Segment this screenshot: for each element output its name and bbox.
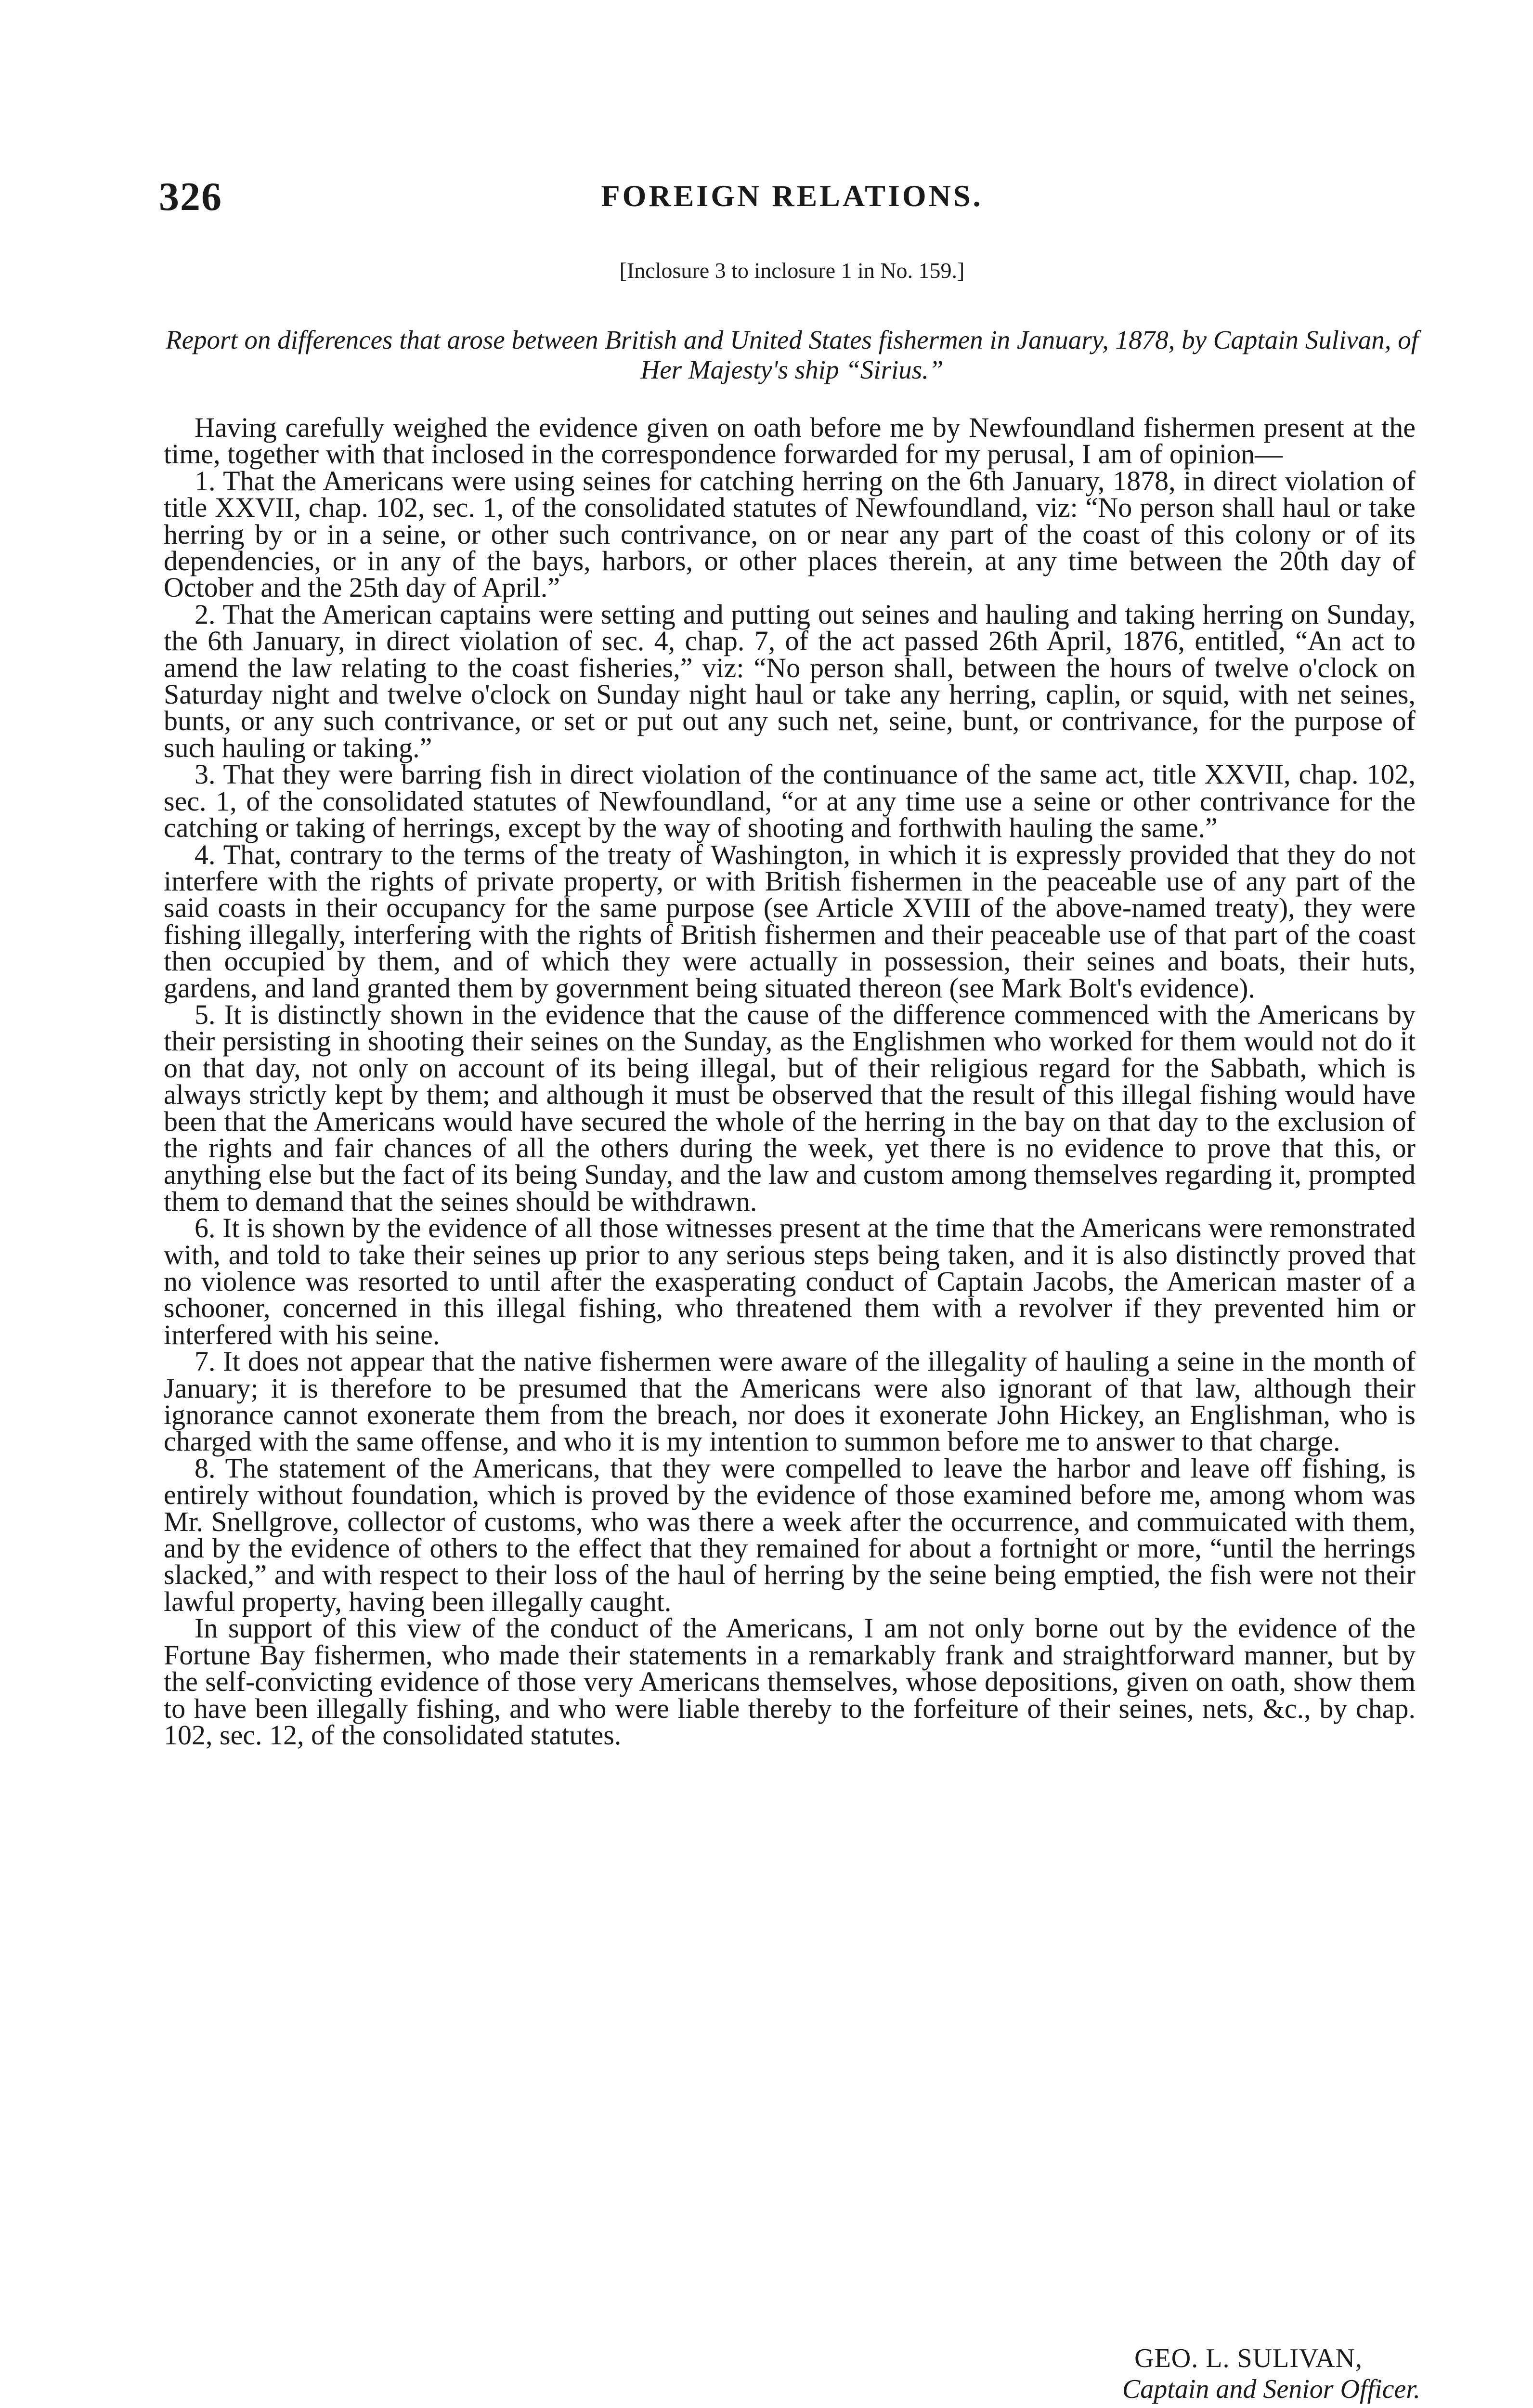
inclosure-note: [Inclosure 3 to inclosure 1 in No. 159.] — [619, 258, 965, 283]
page-number: 326 — [159, 174, 222, 219]
paragraph-point-1: 1. That the Americans were using seines for catching herring on the 6th January, 1878, in direct violation of title XXVII, chap. 102, sec. 1, of the consolidated statutes of Newfoundland, viz: “No person shall haul or take herring by or in a seine, or other such contrivance, on or near any part of the coast of this colony or of its dependencies, or in any of the bays, harbors, or other places therein, at any time between the 20th day of October and the 25th day of April.” — [164, 465, 1416, 603]
signature-name: GEO. L. SULIVAN, — [1134, 2343, 1363, 2373]
signature-title: Captain and Senior Officer. — [1122, 2374, 1420, 2404]
paragraph-intro: Having carefully weighed the evidence given on oath before me by Newfoundland fishermen present at the time, together with that inclosed in the correspondence forwarded for my perusal, I am of opinion— — [164, 412, 1416, 470]
page-header — [159, 173, 1425, 226]
paragraph-point-2: 2. That the American captains were setting and putting out seines and hauling and taking herring on Sunday, the 6th January, in direct violation of sec. 4, chap. 7, of the act passed 26th April, 1876, entitled, “An act to amend the law relating to the coast fisheries,” viz: “No person shall, between the hours of twelve o'clock on Saturday night and twelve o'clock on Sunday night haul or take any herring, caplin, or squid, with net seines, bunts, or any such contrivance, or set or put out any such net, seine, bunt, or contrivance, for the purpose of such hauling or taking.” — [164, 598, 1416, 763]
paragraph-conclusion: In support of this view of the conduct of the Americans, I am not only borne out by the evidence of the Fortune Bay fishermen, who made their statements in a remarkably frank and straightforward manner, but by the self-convicting evidence of those very Americans themselves, whose depositions, given on oath, show them to have been illegally fishing, and who were liable thereby to the forfeiture of their seines, nets, &c., by chap. 102, sec. 12, of the consolidated statutes. — [164, 1612, 1416, 1751]
report-body — [164, 412, 1416, 1751]
signature-block — [867, 2343, 1420, 2405]
paragraph-point-4: 4. That, contrary to the terms of the treaty of Washington, in which it is expressly provided that they do not interfere with the rights of private property, or with British fishermen in the peaceable use of any part of the said coasts in their occupancy for the same purpose (see Article XVIII of the above-named treaty), they were fishing illegally, interfering with the rights of British fishermen and their peaceable use of that part of the coast then occupied by them, and of which they were actually in possession, their seines and boats, their huts, gardens, and land granted them by government being situated thereon (see Mark Bolt's evidence). — [164, 838, 1416, 1004]
paragraph-point-8: 8. The statement of the Americans, that they were compelled to leave the harbor and leave off fishing, is entirely without foundation, which is proved by the evidence of those examined before me, among whom was Mr. Snellgrove, collector of customs, who was there a week after the occurrence, and commuicated with them, and by the evidence of others to the effect that they remained for about a fortnight or more, “until the herrings slacked,” and with respect to their loss of the haul of herring by the seine being emptied, the fish were not their lawful property, having been illegally caught. — [164, 1452, 1416, 1617]
report-title: Report on differences that arose between British and United States fishermen in January, 1878, by Captain Sulivan, of Her Majesty's ship “Sirius.” — [166, 325, 1418, 384]
paragraph-point-3: 3. That they were barring fish in direct violation of the continuance of the same act, title XXVII, chap. 102, sec. 1, of the consolidated statutes of Newfoundland, “or at any time use a seine or other contrivance for the catching or taking of herrings, except by the way of shooting and forthwith hauling the same.” — [164, 759, 1416, 844]
paragraph-point-5: 5. It is distinctly shown in the evidence that the cause of the difference commenced with the Americans by their persisting in shooting their seines on the Sunday, as the Englishmen who worked for them would not do it on that day, not only on account of its being illegal, but of their religious regard for the Sabbath, which is always strictly kept by them; and although it must be observed that the result of this illegal fishing would have been that the Americans would have secured the whole of the herring in the bay on that day to the exclusion of the rights and fair chances of all the others during the week, yet there is no evidence to prove that this, or anything else but the fact of its being Sunday, and the law and custom among themselves regarding it, prompted them to demand that the seines should be withdrawn. — [164, 998, 1416, 1217]
paragraph-point-7: 7. It does not appear that the native fishermen were aware of the illegality of hauling a seine in the month of January; it is therefore to be presumed that the Americans were also ignorant of that law, although their ignorance cannot exonerate them from the breach, nor does it exonerate John Hickey, an Englishman, who is charged with the same offense, and who it is my intention to summon before me to answer to that charge. — [164, 1346, 1416, 1457]
running-title: FOREIGN RELATIONS. — [601, 179, 983, 213]
paragraph-point-6: 6. It is shown by the evidence of all those witnesses present at the time that the Americans were remonstrated with, and told to take their seines up prior to any serious steps being taken, and it is also distinctly proved that no violence was resorted to until after the exasperating conduct of Captain Jacobs, the American master of a schooner, concerned in this illegal fishing, who threatened them with a revolver if they prevented him or interfered with his seine. — [164, 1212, 1416, 1350]
